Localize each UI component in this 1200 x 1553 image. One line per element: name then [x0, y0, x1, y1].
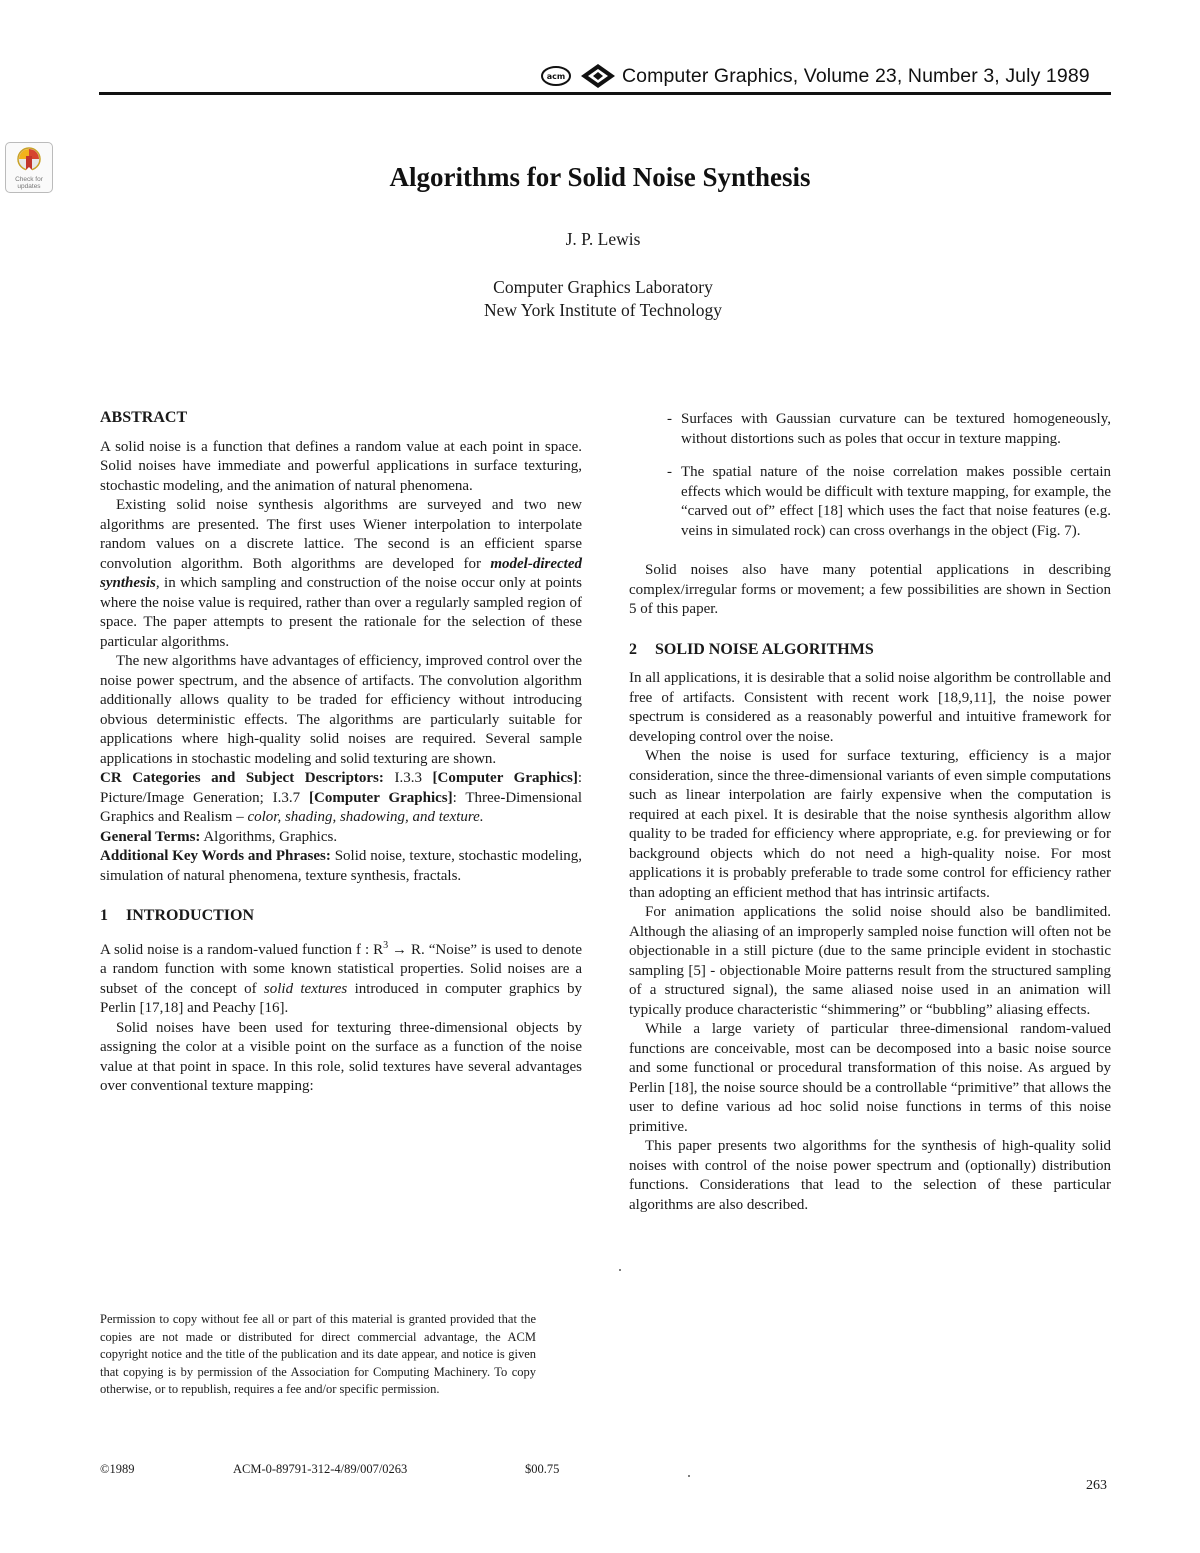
abstract-paragraph: A solid noise is a function that defines a random value at each point in space. Solid noises have immediate and powerful applications in surface texturing, stochastic modeling, and the animation of natural phenomena. [100, 438, 582, 494]
abstract-paragraph: The new algorithms have advantages of efficiency, improved control over the noise power spectrum, and the absence of artifacts. The convolution algorithm additionally allows quality to be traded for efficiency without introducing obvious deterministic effects. The algorithms are particularly suitable for applications where high-quality solid noises are required. Several sample applications in stochastic modeling and solid texturing are shown. [100, 653, 582, 767]
copyright-year: ©1989 [100, 1462, 135, 1476]
cr-label: CR Categories and Subject Descriptors: [100, 770, 384, 786]
affiliation [0, 276, 1200, 322]
bullet-dash: - [667, 411, 672, 427]
body-paragraph: In all applications, it is desirable that a solid noise algorithm be controllable and free of artifacts. Consistent with recent work [18,9,11], the noise power spectrum is considered as a reasonably powerful and intuitive framework for developing control over the noise. [629, 670, 1111, 745]
section-heading-introduction [100, 906, 582, 926]
additional-keywords [100, 847, 582, 886]
list-item: - Surfaces with Gaussian curvature can be textured homogeneously, without distortions such as poles that occur in texture mapping. [667, 411, 1111, 447]
cr-text: I.3.3 [Computer Graphics]: Picture/Image Generation; I.3.7 [Computer Graphics]: Three-Dimensional Graphics and Realism – color, shading, shadowing, and texture. [100, 770, 583, 825]
affiliation-line: Computer Graphics Laboratory [493, 277, 713, 297]
svg-text:acm: acm [546, 72, 566, 81]
general-terms [100, 828, 582, 848]
general-terms-label: General Terms: [100, 828, 201, 845]
body-paragraph: For animation applications the solid noise should also be bandlimited. Although the aliasing of an improperly sampled noise function will often not be objectionable in a still picture (due to the same principle evident in stochastic sampling [5] - objectionable Moire patterns result from the structured sampling of a structured signal), the same aliased noise used in an animation will typically produce characteristic “shimmering” or “bubbling” aliasing effects. [629, 904, 1111, 1018]
general-terms-text: Algorithms, Graphics. [203, 828, 338, 845]
keywords-label: Additional Key Words and Phrases: [100, 848, 331, 864]
abstract-paragraph: Existing solid noise synthesis algorithms are surveyed and two new algorithms are presented. The first uses Wiener interpolation to interpolate random values on a discrete lattice. The second is an efficient sparse convolution algorithm. Both algorithms are developed for model-directed synthesis, in which sampling and construction of the noise occur only at points where the noise value is required, rather than over a regularly sampled region of space. The paper attempts to present the rationale for the selection of these particular algorithms. [100, 497, 582, 650]
right-column [629, 410, 1111, 1215]
section-number: 1 [100, 907, 108, 924]
header-rule [99, 92, 1111, 95]
page-number: 263 [1086, 1478, 1107, 1493]
speck [688, 1475, 690, 1477]
badge-label: Check for updates [15, 176, 43, 190]
section-number: 2 [629, 640, 637, 658]
cr-categories [100, 769, 582, 828]
running-header [540, 62, 1090, 90]
intro-paragraph: Solid noises have been used for texturing three-dimensional objects by assigning the color at a visible point on the surface as a function of the noise value at that point in space. In this role, solid textures have several advantages over conventional texture mapping: [100, 1019, 582, 1094]
section-title: SOLID NOISE ALGORITHMS [655, 640, 874, 658]
list-item: - The spatial nature of the noise correlation makes possible certain effects which would be difficult with texture mapping, for example, the “carved out of” effect [18] which uses the fact that noise features (e.g. veins in simulated rock) can cross overhangs in the object (Fig. 7). [667, 464, 1111, 539]
isbn: ACM-0-89791-312-4/89/007/0263 [233, 1462, 408, 1476]
acm-logo-icon [540, 65, 572, 87]
paper-title: Algorithms for Solid Noise Synthesis [389, 162, 811, 192]
author: J. P. Lewis [565, 229, 641, 249]
left-column [100, 408, 582, 1097]
body-paragraph: Solid noises also have many potential applications in describing complex/irregular forms or movement; a few possibilities are shown in Section 5 of this paper. [629, 562, 1111, 617]
price: $00.75 [525, 1462, 560, 1476]
body-paragraph: This paper presents two algorithms for the synthesis of high-quality solid noises with control of the noise power spectrum and (optionally) distribution functions. Considerations that lead to the selection of these particular algorithms are also described. [629, 1138, 1111, 1213]
section-title: INTRODUCTION [126, 907, 255, 924]
abstract-heading: ABSTRACT [100, 409, 188, 426]
body-paragraph: When the noise is used for surface texturing, efficiency is a major consideration, since the three-dimensional variants of even simple computations such as linear interpolation are fairly expensive when the computation is required at each pixel. It is desirable that the noise synthesis algorithm allow quality to be traded for efficiency where appropriate, e.g. for previewing or for background objects which do not need a high-quality noise. For most applications it is probably preferable to trade some control for efficiency rather than adopting an efficient method that has intrinsic artifacts. [629, 748, 1111, 901]
section-heading-solid-noise-algorithms [629, 640, 1111, 660]
affiliation-line: New York Institute of Technology [483, 300, 723, 320]
intro-paragraph: A solid noise is a random-valued function f : $R^3 \to R$. “Noise” is used to denote a random function with some known statistical properties. Solid noises are a subset of the concept of solid textures introduced in computer graphics by Perlin [17,18] and Peachy [16]. [100, 939, 582, 1016]
speck [619, 1269, 621, 1271]
journal-title: Computer Graphics, Volume 23, Number 3, July 1989 [622, 64, 1090, 87]
keywords-text: Solid noise, texture, stochastic modeling, simulation of natural phenomena, texture synthesis, fractals. [100, 848, 583, 884]
permission-notice: Permission to copy without fee all or part of this material is granted provided that the copies are not made or distributed for direct commercial advantage, the ACM copyright notice and the title of the publication and its date appear, and notice is given that copying is by permission of the Association for Computing Machinery. To copy otherwise, or to republish, requires a fee and/or specific permission. [100, 1312, 536, 1396]
siggraph-logo-icon [580, 63, 616, 89]
body-paragraph: While a large variety of particular three-dimensional random-valued functions are conceivable, most can be decomposed into a basic noise source and some functional or procedural transformation of this noise. As argued by Perlin [18], the noise source should be a controllable “primitive” that allows the user to define various ad hoc solid noise functions in terms of this noise primitive. [629, 1021, 1111, 1135]
bullet-dash: - [667, 464, 672, 480]
